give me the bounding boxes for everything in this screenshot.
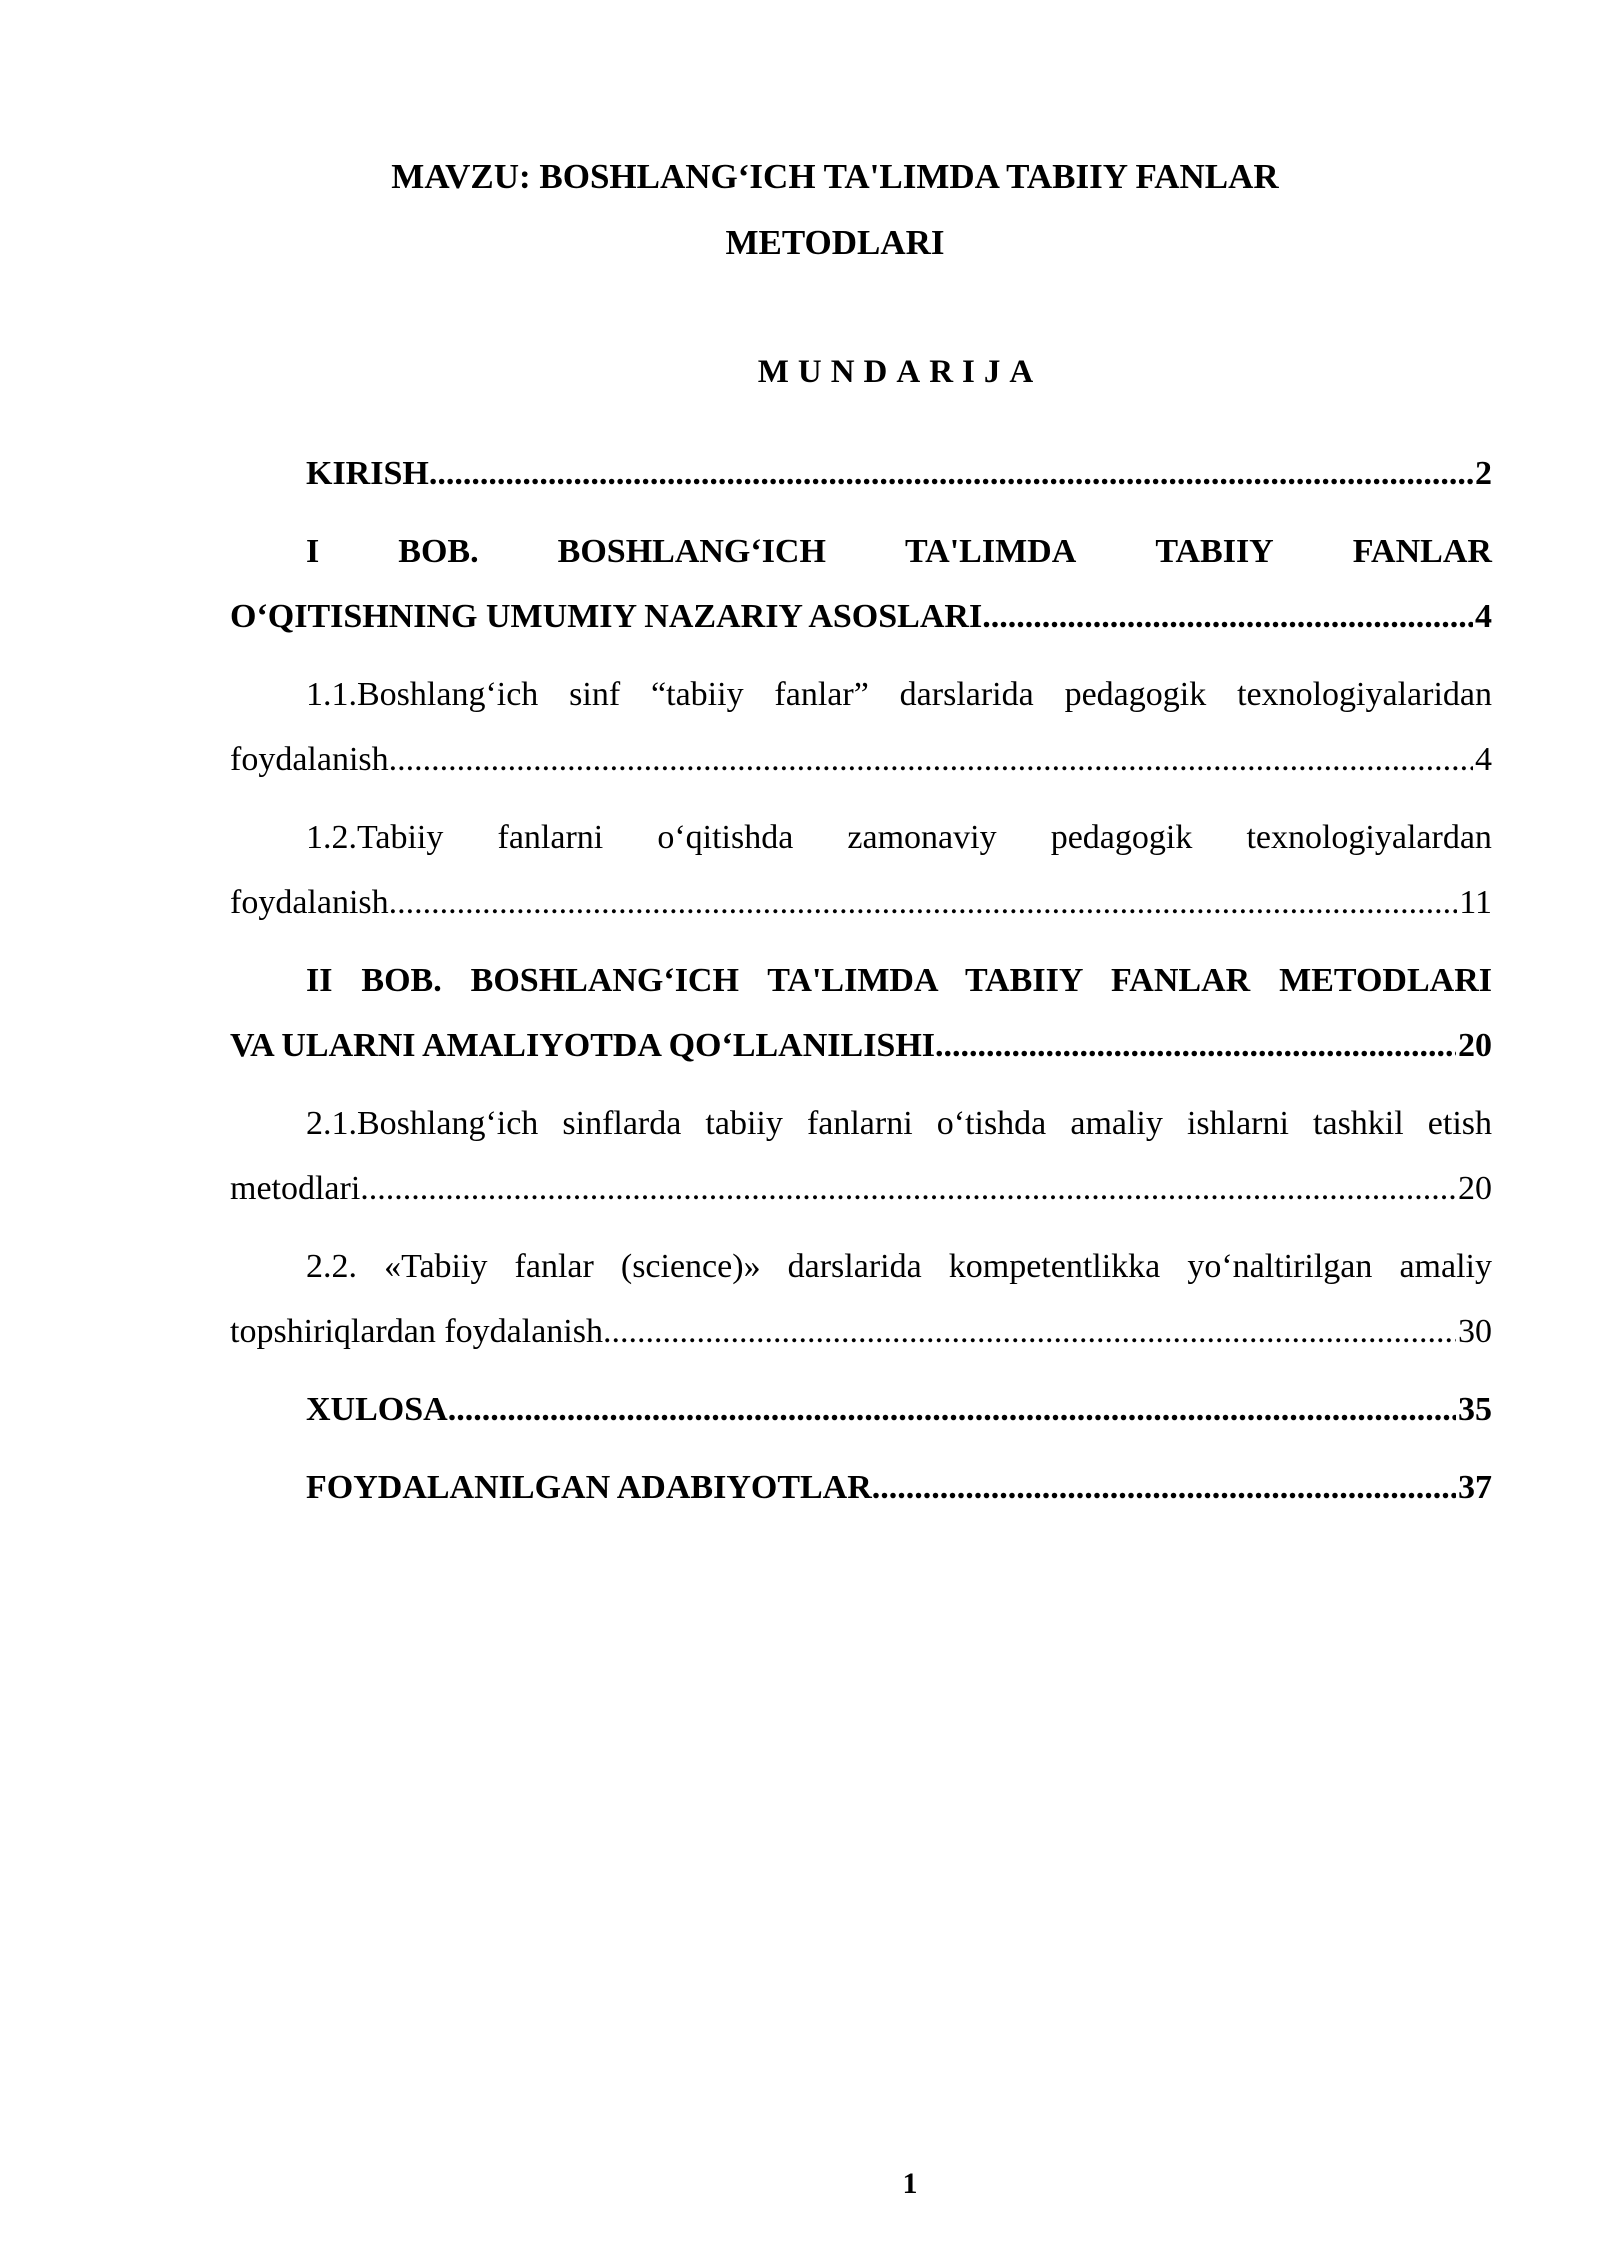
toc-entry-line-1: [230, 519, 1492, 584]
toc-entry-title: XULOSA: [306, 1391, 448, 1428]
toc-word: o‘qitishda: [657, 819, 794, 856]
toc-word: BOSHLANG‘ICH: [557, 533, 826, 570]
toc-entry-line-2: metodlari: [230, 1170, 361, 1207]
toc-word: BOB.: [398, 533, 479, 570]
toc-entry-line-2: O‘QITISHNING UMUMIY NAZARIY ASOSLARI: [230, 598, 983, 635]
toc-entry-bob-2[interactable]: [230, 948, 1492, 1078]
toc-entry-adabiyotlar[interactable]: [230, 1455, 1492, 1520]
toc-word: TA'LIMDA: [905, 533, 1077, 570]
toc-entry-line-1: II BOB. BOSHLANG‘ICH TA'LIMDA TABIIY FANLAR METODLARI: [306, 962, 1492, 999]
toc-dot-leader: [448, 1377, 1456, 1442]
toc-dot-leader: [935, 1013, 1456, 1078]
toc-entry-line-1: 2.2. «Tabiiy fanlar (science)» darslarida kompetentlikka yo‘naltirilgan amaliy: [306, 1248, 1492, 1285]
toc-word: TABIIY: [1155, 533, 1274, 570]
toc-page-number: 35: [1458, 1391, 1492, 1428]
toc-entry-line-2: topshiriqlardan foydalanish: [230, 1313, 603, 1350]
title-line-1: MAVZU: BOSHLANG‘ICH TA'LIMDA TABIIY FANLAR: [391, 157, 1279, 196]
title-line-2: METODLARI: [725, 223, 945, 262]
toc-entry-line-2: VA ULARNI AMALIYOTDA QO‘LLANILISHI: [230, 1027, 936, 1064]
toc-entry-title: FOYDALANILGAN ADABIYOTLAR: [306, 1469, 872, 1506]
toc-dot-leader: [603, 1299, 1456, 1364]
toc-word: texnologiyalardan: [1246, 819, 1492, 856]
toc-heading: MUNDARIJA: [757, 354, 1043, 390]
toc-entry-kirish[interactable]: [230, 441, 1492, 506]
table-of-contents: [230, 441, 1492, 1533]
page-number: 1: [902, 2167, 918, 2200]
toc-word: I: [306, 533, 320, 570]
toc-word: fanlarni: [497, 819, 604, 856]
toc-entry-line-1: 2.1.Boshlang‘ich sinflarda tabiiy fanlarni o‘tishda amaliy ishlarni tashkil etish: [306, 1105, 1492, 1142]
toc-entry-title: KIRISH: [306, 455, 429, 492]
toc-entry-line-1: 1.1.Boshlang‘ich sinf “tabiiy fanlar” darslarida pedagogik texnologiyalaridan: [306, 676, 1492, 713]
toc-page-number: 37: [1458, 1469, 1492, 1506]
toc-dot-leader: [389, 727, 1473, 792]
toc-page-number: 20: [1458, 1170, 1492, 1207]
toc-word: 1.2.Tabiiy: [306, 819, 444, 856]
toc-page-number: 11: [1459, 884, 1492, 921]
document-title: [230, 144, 1440, 276]
toc-entry-line-1: [230, 805, 1492, 870]
toc-page-number: 30: [1458, 1313, 1492, 1350]
toc-entry-2-2[interactable]: [230, 1234, 1492, 1364]
toc-entry-xulosa[interactable]: [230, 1377, 1492, 1442]
toc-entry-1-2[interactable]: [230, 805, 1492, 935]
toc-entry-2-1[interactable]: [230, 1091, 1492, 1221]
toc-entry-line-2: foydalanish: [230, 884, 389, 921]
toc-word: pedagogik: [1050, 819, 1193, 856]
toc-page-number: 4: [1475, 741, 1492, 778]
toc-entry-line-2: foydalanish: [230, 741, 389, 778]
toc-page-number: 4: [1475, 598, 1492, 635]
toc-dot-leader: [429, 441, 1473, 506]
toc-page-number: 20: [1458, 1027, 1492, 1064]
toc-dot-leader: [982, 584, 1473, 649]
toc-entry-1-1[interactable]: [230, 662, 1492, 792]
toc-page-number: 2: [1475, 455, 1492, 492]
toc-dot-leader: [360, 1156, 1456, 1221]
toc-word: FANLAR: [1352, 533, 1492, 570]
toc-word: zamonaviy: [847, 819, 997, 856]
toc-dot-leader: [389, 870, 1458, 935]
toc-dot-leader: [872, 1455, 1456, 1520]
toc-entry-bob-1[interactable]: [230, 519, 1492, 649]
